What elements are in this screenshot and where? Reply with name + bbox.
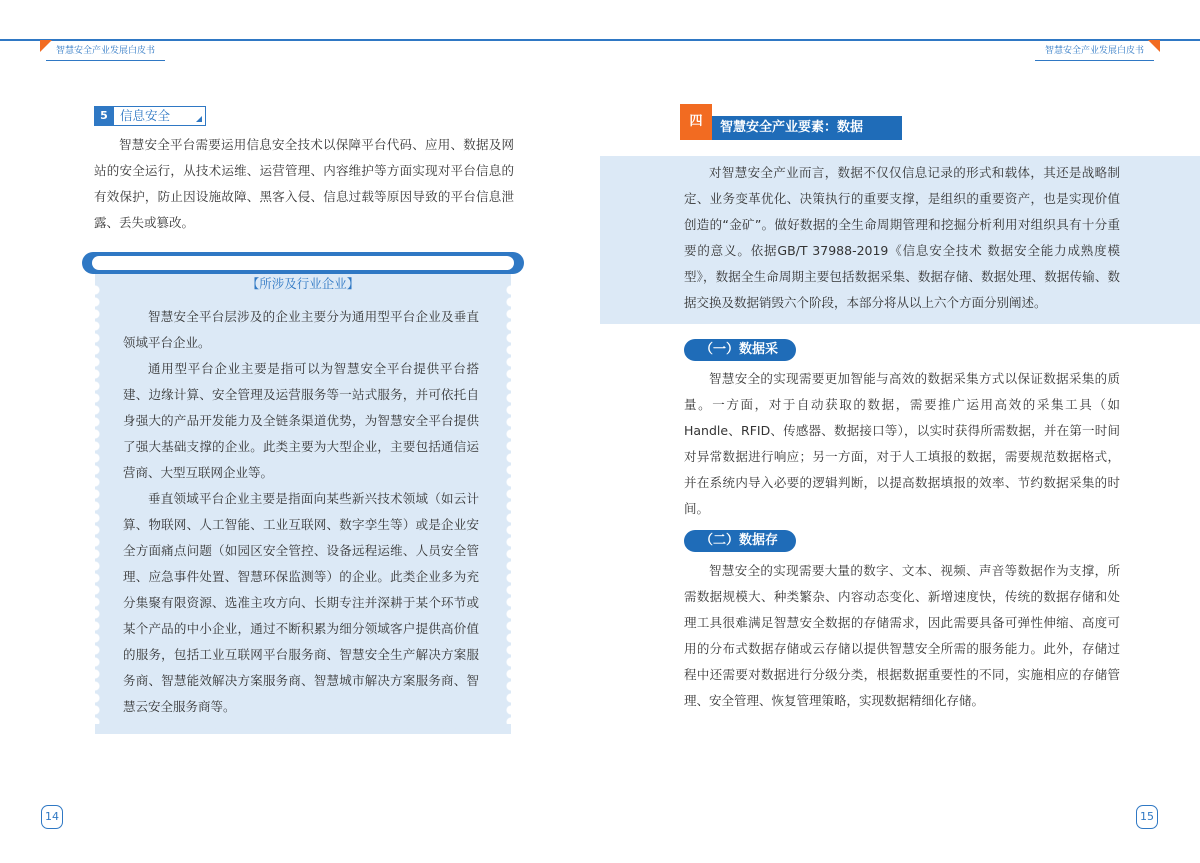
subsection-text-storage: 智慧安全的实现需要大量的数字、文本、视频、声音等数据作为支撑，所需数据规模大、种类繁杂、内容动态变化、新增速度快，传统的数据存储和处理工具很难满足智慧安全数据的存储需求，因此需要具备可弹性伸缩、高度可用的分布式数据存储或云存储以提供智慧安全所需的服务能力。此外，存储过程中还需要对数据进行分级分类，根据数据重要性的不同，实施相应的存储管理、安全管理、恢复管理策略，实现数据精细化存储。 (684, 563, 1120, 708)
running-header-left: 智慧安全产业发展白皮书 (46, 41, 165, 61)
subsection-title-collection: （一）数据采集 (684, 339, 796, 361)
box-paragraph: 智慧安全平台层涉及的企业主要分为通用型平台企业及垂直领域平台企业。 (123, 309, 479, 350)
scroll-edge (95, 284, 101, 724)
chapter-heading (680, 104, 902, 140)
section-number: 5 (94, 106, 114, 126)
section-paragraph: 智慧安全平台需要运用信息安全技术以保障平台代码、应用、数据及网站的安全运行，从技术运维、运营管理、内容维护等方面实现对平台信息的有效保护，防止因设施故障、黑客入侵、信息过载等原因导致的平台信息泄露、丢失或篡改。 (94, 137, 514, 230)
scroll-top-roll (82, 252, 524, 274)
scroll-bottom-edge (95, 728, 511, 740)
scroll-edge (505, 284, 511, 724)
subsection-text-collection: 智慧安全的实现需要更加智能与高效的数据采集方式以保证数据采集的质量。一方面，对于自动获取的数据，需要推广运用高效的采集工具（如Handle、RFID、传感器、数据接口等），以实时获得所需数据，并在第一时间对异常数据进行响应；另一方面，对于人工填报的数据，需要规范数据格式，并在系统内导入必要的逻辑判断，以提高数据填报的效率、节约数据采集的时间。 (684, 371, 1120, 516)
box-paragraph: 垂直领域平台企业主要是指面向某些新兴技术领域（如云计算、物联网、人工智能、工业互联网、数字孪生等）或是企业安全方面痛点问题（如园区安全管控、设备远程运维、人员安全管理、应急事件处置、智慧环保监测等）的企业。此类企业多为充分集聚有限资源、选准主攻方向、长期专注并深耕于某个环节或某个产品的中小企业，通过不断积累为细分领域客户提供高价值的服务，包括工业互联网平台服务商、智慧安全生产解决方案服务商、智慧能效解决方案服务商、智慧城市解决方案服务商、智慧云安全服务商等。 (123, 491, 479, 714)
chapter-intro: 对智慧安全产业而言，数据不仅仅信息记录的形式和载体，其还是战略制定、业务变革优化、决策执行的重要支撑，是组织的重要资产，也是实现价值创造的“金矿”。做好数据的全生命周期管理和挖掘分析利用对组织具有十分重要的意义。依据GB/T 37988-2019《信息安全技术 数据安全能力成熟度模型》，数据全生命周期主要包括数据采集、数据存储、数据处理、数据传输、数据交换及数据销毁六个阶段，本部分将从以上六个方面分别阐述。 (684, 165, 1120, 310)
chapter-number: 四 (680, 104, 712, 140)
triangle-icon (196, 116, 202, 122)
page-number-right: 15 (1136, 805, 1158, 829)
page-number-left: 14 (41, 805, 63, 829)
section-heading-5 (94, 106, 206, 126)
subsection-title-storage: （二）数据存储 (684, 530, 796, 552)
box-title: 【所涉及行业企业】 (246, 276, 360, 291)
box-paragraph: 通用型平台企业主要是指可以为智慧安全平台提供平台搭建、边缘计算、安全管理及运营服务等一站式服务，并可依托自身强大的产品开发能力及全链条渠道优势，为智慧安全平台提供了强大基础支撑的企业。此类主要为大型企业，主要包括通信运营商、大型互联网企业等。 (123, 361, 479, 480)
section-title: 信息安全 (114, 106, 206, 126)
running-header-right: 智慧安全产业发展白皮书 (1035, 41, 1154, 61)
box-body (123, 304, 479, 720)
chapter-title: 智慧安全产业要素：数据 (712, 116, 902, 140)
